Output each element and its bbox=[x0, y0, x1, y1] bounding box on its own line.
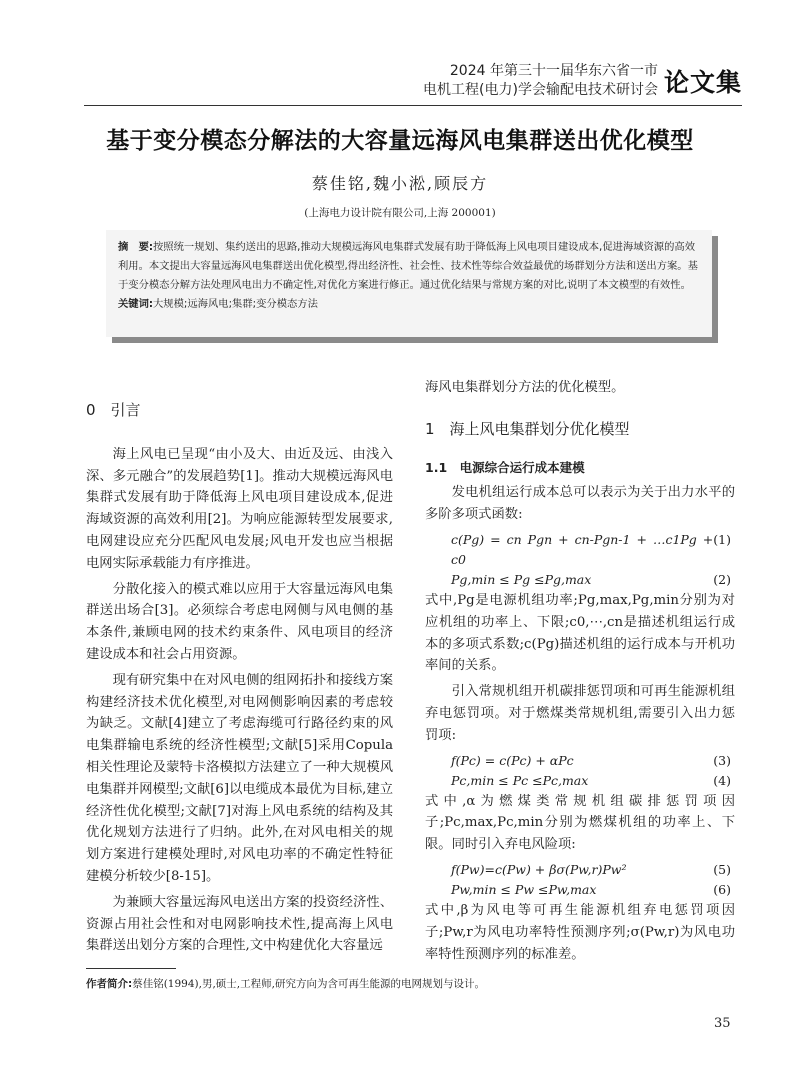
equation-text: c(Pg) = cn Pgn + cn-Pgn-1 + …c1Pg + c0 bbox=[451, 531, 714, 567]
subsection-title: 1.1 电源综合运行成本建模 bbox=[425, 459, 585, 475]
left-column bbox=[86, 400, 393, 961]
header-line-2: 电机工程(电力)学会输配电技术研讨会 bbox=[423, 82, 658, 98]
affiliation: (上海电力设计院有限公司,上海 200001) bbox=[304, 207, 496, 219]
paragraph: 为兼顾大容量远海风电送出方案的投资经济性、资源占用社会性和对电网影响技术性,提高海上风电集群送出划分方案的合理性,文中构建优化大容量远 bbox=[86, 894, 393, 954]
keywords bbox=[118, 295, 702, 314]
equation-number: (5) bbox=[713, 861, 731, 877]
authors: 蔡佳铭,魏小淞,顾辰方 bbox=[311, 174, 489, 193]
equation-text: Pw,min ≤ Pw ≤Pw,max bbox=[451, 881, 597, 897]
paragraph: 海上风电已呈现“由小及大、由近及远、由浅入深、多元融合”的发展趋势[1]。推动大规模远海风电集群式发展有助于降低海上风电项目建设成本,促进海域资源的高效利用[2]。为响应能源转型发展要求,电网建设应充分匹配风电发展;风电开发也应当根据电网实际承载能力有序推进。 bbox=[86, 446, 393, 571]
equation-6 bbox=[425, 880, 735, 900]
equation-number: (3) bbox=[713, 752, 731, 768]
abstract bbox=[118, 238, 702, 295]
equation-number: (2) bbox=[713, 571, 731, 587]
abstract-box bbox=[106, 230, 712, 337]
keywords-label: 关键词: bbox=[118, 298, 154, 310]
equation-2 bbox=[425, 570, 735, 590]
abstract-label: 摘 要: bbox=[118, 241, 154, 253]
equation-4 bbox=[425, 771, 735, 791]
paragraph: 现有研究集中在对风电侧的组网拓扑和接线方案构建经济技术优化模型,对电网侧影响因素的考虑较为缺乏。文献[4]建立了考虑海缆可行路径约束的风电集群输电系统的经济性模型;文献[5]采用Copula相关性理论及蒙特卡洛模拟方法建立了一种大规模风电集群并网模型;文献[6]以电缆成本最优为目标,建立经济性优化模型;文献[7]对海上风电系统的结构及其优化规划方法进行了归纳。此外,在对风电相关的规划方案进行建模处理时,对风电功率的不确定性特征建模分析较少[8-15]。 bbox=[86, 672, 393, 884]
footnote-rule bbox=[86, 968, 176, 969]
paragraph-continued: 海风电集群划分方法的优化模型。 bbox=[425, 380, 625, 395]
equation-text: Pc,min ≤ Pc ≤Pc,max bbox=[451, 772, 589, 788]
paragraph: 式中,β为风电等可再生能源机组弃电惩罚项因子;Pw,r为风电功率特性预测序列;σ(Pw,r)为风电功率特性预测序列的标准差。 bbox=[425, 902, 735, 962]
equation-text: f(Pc) = c(Pc) + αPc bbox=[451, 752, 574, 768]
paragraph: 式中,Pg是电源机组功率;Pg,max,Pg,min分别为对应机组的功率上、下限;c0,⋯,cn是描述机组运行成本的多项式系数;c(Pg)描述机组的运行成本与开机功率间的关系。 bbox=[425, 592, 735, 674]
header-conference bbox=[423, 62, 658, 100]
page-number: 35 bbox=[714, 1016, 731, 1031]
footnote-text: 蔡佳铭(1994),男,硕士,工程师,研究方向为含可再生能源的电网规划与设计。 bbox=[132, 978, 485, 990]
footnote-label: 作者简介: bbox=[86, 978, 133, 990]
section-title-intro: 0 引言 bbox=[86, 401, 141, 419]
abstract-text: 按照统一规划、集约送出的思路,推动大规模远海风电集群式发展有助于降低海上风电项目建设成本,促进海域资源的高效利用。本文提出大容量远海风电集群送出优化模型,得出经济性、社会性、技术性等综合效益最优的场群划分方法和送出方案。基于变分模态分解方法处理风电出力不确定性,对优化方案进行修正。通过优化结果与常规方案的对比,说明了本文模型的有效性。 bbox=[118, 241, 698, 291]
header-rule bbox=[84, 105, 742, 106]
keywords-text: 大规模;远海风电;集群;变分模态方法 bbox=[153, 298, 318, 310]
section-title-model: 1 海上风电集群划分优化模型 bbox=[425, 419, 630, 438]
paragraph: 引入常规机组开机碳排惩罚项和可再生能源机组弃电惩罚项。对于燃煤类常规机组,需要引入出力惩罚项: bbox=[425, 684, 735, 743]
equation-3 bbox=[425, 751, 735, 771]
paper-title: 基于变分模态分解法的大容量远海风电集群送出优化模型 bbox=[106, 128, 694, 154]
header-tag: 论文集 bbox=[663, 68, 742, 97]
running-header bbox=[423, 62, 742, 100]
equation-number: (1) bbox=[713, 531, 731, 547]
right-column bbox=[425, 377, 735, 969]
paragraph: 式中,α为燃煤类常规机组碳排惩罚项因子;Pc,max,Pc,min分别为燃煤机组的功率上、下限。同时引入弃电风险项: bbox=[425, 793, 735, 853]
paragraph: 发电机组运行成本总可以表示为关于出力水平的多阶多项式函数: bbox=[425, 485, 735, 523]
header-line-1: 2024 年第三十一届华东六省一市 bbox=[449, 63, 658, 79]
footnote bbox=[86, 976, 736, 991]
paragraph: 分散化接入的模式难以应用于大容量远海风电集群送出场合[3]。必须综合考虑电网侧与风电侧的基本条件,兼顾电网的技术约束条件、风电项目的经济建设成本和社会占用资源。 bbox=[86, 581, 393, 662]
equation-text: f(Pw)=c(Pw) + βσ(Pw,r)Pw² bbox=[451, 861, 627, 877]
equation-number: (4) bbox=[713, 772, 731, 788]
equation-text: Pg,min ≤ Pg ≤Pg,max bbox=[451, 571, 592, 587]
equation-number: (6) bbox=[713, 881, 731, 897]
equation-5 bbox=[425, 860, 735, 880]
equation-1 bbox=[425, 530, 735, 570]
